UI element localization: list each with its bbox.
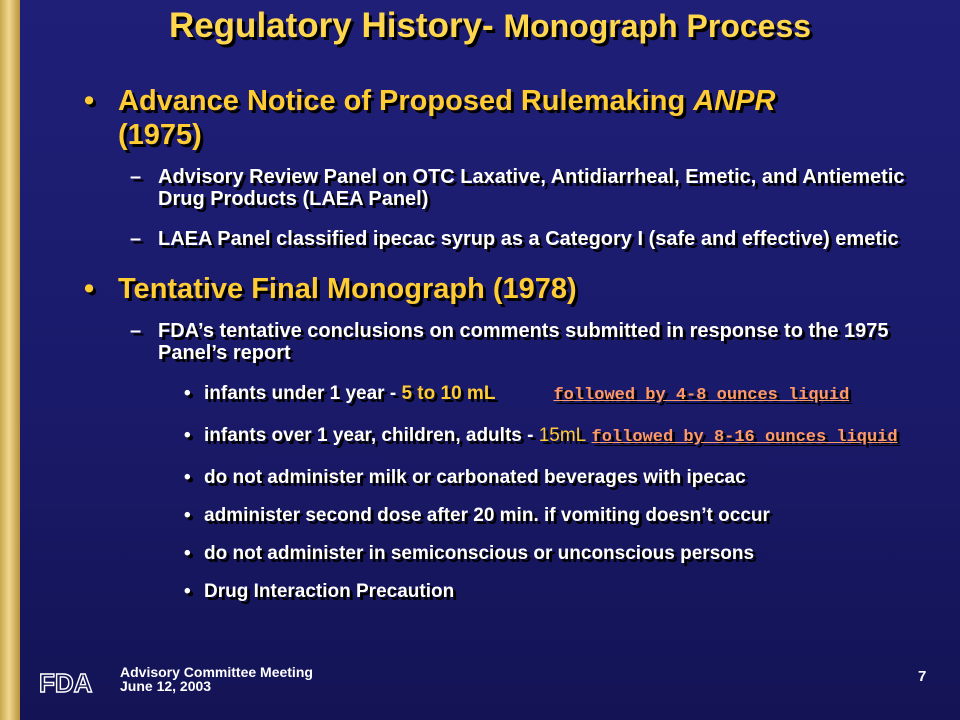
- dash-item-text: FDA’s tentative conclusions on comments submitted in response to the 1975 Panel’s report: [158, 320, 889, 364]
- dose-text: 5 to 10 mL: [401, 383, 496, 404]
- anpr-italic: ANPR: [693, 85, 776, 117]
- footer-meeting: Advisory Committee Meeting: [120, 664, 313, 680]
- bullet-dot: •: [184, 581, 191, 602]
- sub-bullet-text: infants over 1 year, children, adults -: [204, 425, 539, 446]
- sub-bullet-drug-interaction: [20, 581, 950, 602]
- dash-mark: –: [130, 228, 142, 250]
- sub-bullet-text: do not administer in semiconscious or unconscious persons: [204, 543, 755, 564]
- sub-bullet-second-dose: [20, 505, 950, 526]
- bullet-dot: •: [184, 505, 191, 526]
- sub-bullet-infants-over: [20, 425, 950, 448]
- dash-mark: –: [130, 166, 142, 188]
- fda-logo-text: FDA: [39, 668, 93, 696]
- gold-side-bar: [0, 0, 20, 720]
- dash-mark: –: [130, 320, 142, 342]
- sub-bullet-infants-under: [20, 383, 950, 406]
- footer-date: June 12, 2003: [120, 678, 212, 694]
- bullet-dot: •: [84, 273, 95, 305]
- dash-item-laea-panel: [20, 166, 950, 210]
- slide-title: [20, 6, 960, 46]
- page-number: 7: [918, 668, 927, 685]
- bullet-dot: •: [184, 543, 191, 564]
- link-followed-by-4-8[interactable]: followed by 4-8 ounces liquid: [553, 386, 850, 405]
- dose-text: 15mL: [538, 425, 587, 446]
- fda-logo-icon: [38, 668, 110, 696]
- dash-item-category: [20, 228, 950, 250]
- bullet-dot: •: [184, 467, 191, 488]
- title-part1: Regulatory History-: [168, 6, 504, 45]
- sub-bullet-text: do not administer milk or carbonated beverages with ipecac: [204, 467, 746, 488]
- tfm-heading-text: Tentative Final Monograph (1978): [118, 273, 577, 305]
- sub-bullet-text: administer second dose after 20 min. if vomiting doesn’t occur: [204, 505, 770, 526]
- dash-item-text: Advisory Review Panel on OTC Laxative, Antidiarrheal, Emetic, and Antiemetic Drug Products (LAEA Panel): [158, 166, 905, 210]
- link-followed-by-8-16[interactable]: followed by 8-16 ounces liquid: [591, 428, 898, 447]
- dash-item-fda-conclusions: [20, 320, 950, 364]
- anpr-heading-text: Advance Notice of Proposed Rulemaking: [118, 85, 694, 117]
- sub-bullet-text: infants under 1 year -: [204, 383, 402, 404]
- bullet-tfm: [20, 272, 950, 306]
- bullet-dot: •: [84, 85, 95, 117]
- footer: [120, 665, 313, 693]
- bullet-anpr: [20, 84, 950, 152]
- title-part2: Monograph Process: [503, 8, 812, 44]
- dash-item-text: LAEA Panel classified ipecac syrup as a Category I (safe and effective) emetic: [158, 228, 899, 250]
- sub-bullet-semiconscious: [20, 543, 950, 564]
- bullet-dot: •: [184, 425, 191, 446]
- sub-bullet-text: Drug Interaction Precaution: [204, 581, 455, 602]
- sub-bullet-milk: [20, 467, 950, 488]
- bullet-dot: •: [184, 383, 191, 404]
- anpr-heading-line2: (1975): [118, 119, 202, 151]
- slide-content: [20, 84, 950, 602]
